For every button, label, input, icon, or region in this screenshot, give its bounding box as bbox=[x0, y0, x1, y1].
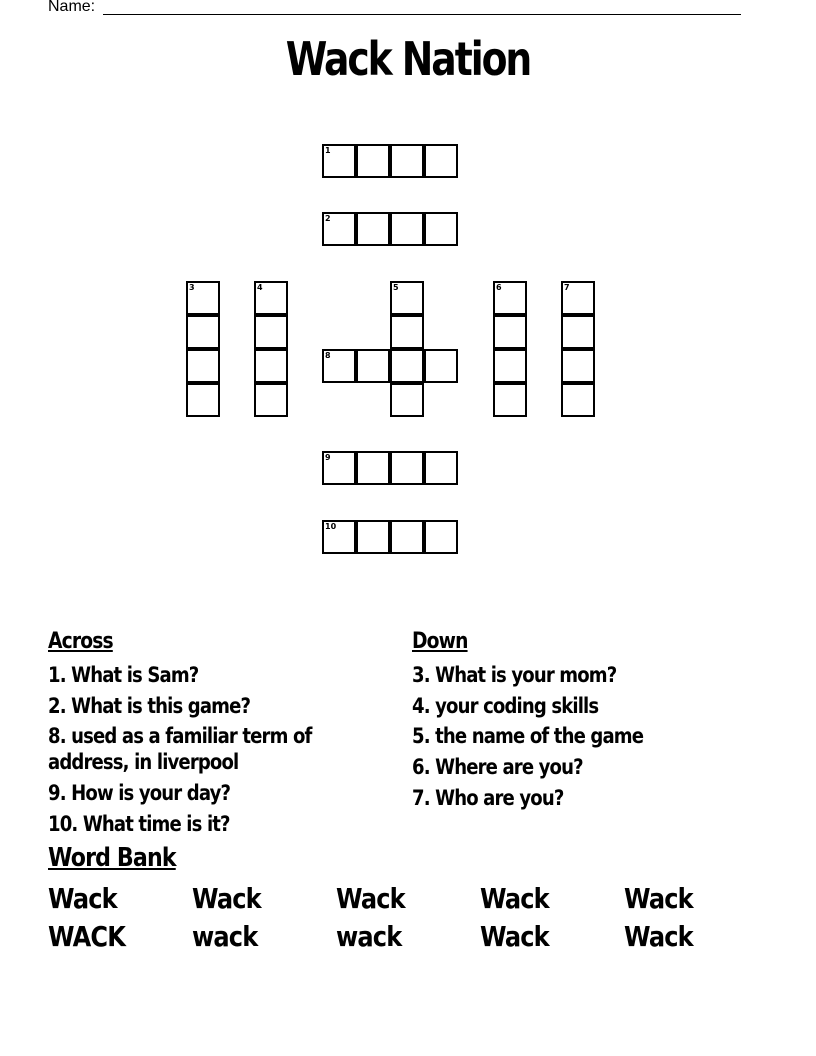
clue-text: What time is it? bbox=[82, 812, 230, 836]
cell-number: 5 bbox=[393, 283, 399, 292]
crossword-cell[interactable] bbox=[424, 451, 458, 485]
word-bank-item: Wack bbox=[624, 920, 693, 953]
clue-text: Who are you? bbox=[435, 786, 564, 810]
crossword-cell[interactable] bbox=[356, 451, 390, 485]
crossword-cell[interactable] bbox=[390, 212, 424, 246]
clue-text: Where are you? bbox=[435, 755, 583, 779]
crossword-cell[interactable] bbox=[390, 349, 424, 383]
crossword-cell[interactable] bbox=[254, 383, 288, 417]
cell-number: 2 bbox=[325, 214, 331, 223]
crossword-cell[interactable] bbox=[390, 520, 424, 554]
clue-number: 6. bbox=[412, 755, 430, 779]
cell-number: 8 bbox=[325, 351, 331, 360]
clue-number: 8. bbox=[48, 724, 66, 748]
down-clue bbox=[412, 785, 739, 811]
crossword-cell[interactable] bbox=[186, 383, 220, 417]
clue-number: 1. bbox=[48, 663, 66, 687]
clue-text: used as a familiar term of address, in liverpool bbox=[48, 724, 312, 774]
crossword-cell[interactable] bbox=[322, 520, 356, 554]
crossword-cell[interactable] bbox=[561, 383, 595, 417]
crossword-cell[interactable] bbox=[424, 144, 458, 178]
cell-number: 3 bbox=[189, 283, 195, 292]
clue-number: 5. bbox=[412, 724, 430, 748]
down-heading: Down bbox=[412, 629, 468, 654]
cell-number: 9 bbox=[325, 453, 331, 462]
crossword-cell[interactable] bbox=[356, 520, 390, 554]
crossword-cell[interactable] bbox=[322, 144, 356, 178]
clue-text: your coding skills bbox=[435, 694, 599, 718]
word-bank-item: Wack bbox=[336, 882, 405, 915]
word-bank-item: Wack bbox=[192, 882, 261, 915]
crossword-cell[interactable] bbox=[186, 281, 220, 315]
clue-text: What is your mom? bbox=[435, 663, 617, 687]
clue-text: What is Sam? bbox=[71, 663, 199, 687]
crossword-cell[interactable] bbox=[254, 349, 288, 383]
cell-number: 6 bbox=[496, 283, 502, 292]
across-clue bbox=[48, 693, 375, 719]
across-heading: Across bbox=[48, 629, 113, 654]
crossword-cell[interactable] bbox=[493, 349, 527, 383]
crossword-cell[interactable] bbox=[356, 144, 390, 178]
crossword-cell[interactable] bbox=[254, 281, 288, 315]
crossword-cell[interactable] bbox=[493, 281, 527, 315]
down-clue bbox=[412, 693, 739, 719]
clue-text: What is this game? bbox=[71, 694, 251, 718]
word-bank-item: WACK bbox=[48, 920, 126, 953]
clue-number: 7. bbox=[412, 786, 430, 810]
crossword-cell[interactable] bbox=[322, 349, 356, 383]
crossword-cell[interactable] bbox=[390, 451, 424, 485]
crossword-cell[interactable] bbox=[561, 349, 595, 383]
crossword-cell[interactable] bbox=[390, 281, 424, 315]
word-bank-item: Wack bbox=[48, 882, 117, 915]
cell-number: 1 bbox=[325, 146, 331, 155]
crossword-cell[interactable] bbox=[424, 349, 458, 383]
word-bank-item: Wack bbox=[624, 882, 693, 915]
name-label: Name: bbox=[48, 0, 96, 15]
down-clue bbox=[412, 662, 739, 688]
word-bank-item: Wack bbox=[480, 882, 549, 915]
clue-number: 4. bbox=[412, 694, 430, 718]
down-clue bbox=[412, 754, 739, 780]
crossword-cell[interactable] bbox=[322, 212, 356, 246]
cell-number: 7 bbox=[564, 283, 570, 292]
clue-number: 3. bbox=[412, 663, 430, 687]
crossword-cell[interactable] bbox=[186, 315, 220, 349]
down-clue bbox=[412, 723, 739, 749]
clue-text: How is your day? bbox=[71, 781, 231, 805]
crossword-cell[interactable] bbox=[356, 212, 390, 246]
across-clue bbox=[48, 811, 375, 837]
crossword-cell[interactable] bbox=[493, 383, 527, 417]
crossword-cell[interactable] bbox=[561, 315, 595, 349]
word-bank-item: Wack bbox=[480, 920, 549, 953]
cell-number: 4 bbox=[257, 283, 263, 292]
crossword-cell[interactable] bbox=[356, 349, 390, 383]
clue-number: 10. bbox=[48, 812, 78, 836]
clue-text: the name of the game bbox=[435, 724, 644, 748]
across-clue bbox=[48, 723, 375, 775]
clue-number: 9. bbox=[48, 781, 66, 805]
across-clue bbox=[48, 780, 375, 806]
crossword-cell[interactable] bbox=[390, 144, 424, 178]
crossword-cell[interactable] bbox=[254, 315, 288, 349]
crossword-cell[interactable] bbox=[424, 520, 458, 554]
across-clue bbox=[48, 662, 375, 688]
crossword-cell[interactable] bbox=[322, 451, 356, 485]
word-bank-heading: Word Bank bbox=[48, 843, 176, 873]
page-title: Wack Nation bbox=[285, 32, 531, 86]
crossword-cell[interactable] bbox=[493, 315, 527, 349]
crossword-cell[interactable] bbox=[424, 212, 458, 246]
word-bank-item: wack bbox=[336, 920, 402, 953]
crossword-cell[interactable] bbox=[186, 349, 220, 383]
clue-number: 2. bbox=[48, 694, 66, 718]
cell-number: 10 bbox=[325, 522, 337, 531]
crossword-cell[interactable] bbox=[561, 281, 595, 315]
crossword-cell[interactable] bbox=[390, 383, 424, 417]
crossword-cell[interactable] bbox=[390, 315, 424, 349]
word-bank-item: wack bbox=[192, 920, 258, 953]
